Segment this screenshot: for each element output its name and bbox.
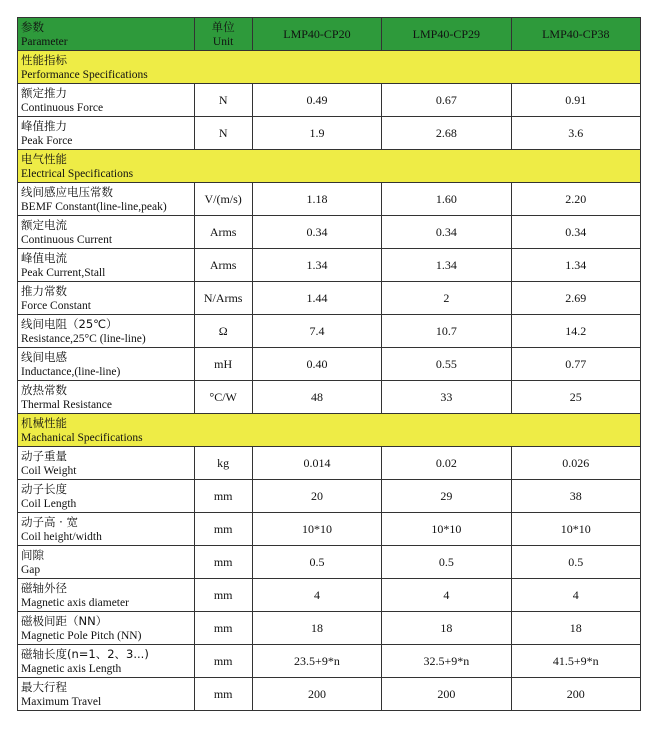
- parameter-name-zh: 峰值电流: [21, 250, 67, 265]
- parameter-cell: [18, 249, 195, 282]
- unit-cell: mH: [194, 348, 252, 381]
- section-title: [18, 150, 641, 183]
- value-cell: 4: [252, 579, 381, 612]
- unit-cell: Ω: [194, 315, 252, 348]
- table-row: [18, 183, 641, 216]
- parameter-name-en: Coil Length: [21, 497, 77, 510]
- value-cell: 48: [252, 381, 381, 414]
- parameter-cell: [18, 612, 195, 645]
- parameter-name-en: Force Constant: [21, 299, 91, 312]
- table-row: [18, 117, 641, 150]
- unit-cell: mm: [194, 546, 252, 579]
- unit-cell: mm: [194, 579, 252, 612]
- value-cell: 1.18: [252, 183, 381, 216]
- table-header-row: [18, 18, 641, 51]
- parameter-name-en: Gap: [21, 563, 41, 576]
- parameter-name-en: Thermal Resistance: [21, 398, 113, 411]
- parameter-cell: [18, 579, 195, 612]
- parameter-name-zh: 线间感应电压常数: [21, 184, 113, 199]
- header-model-cp20: LMP40-CP20: [252, 18, 381, 51]
- table-row: [18, 282, 641, 315]
- parameter-name-zh: 间隙: [21, 547, 44, 562]
- value-cell: 1.34: [382, 249, 511, 282]
- value-cell: 200: [252, 678, 381, 711]
- parameter-name-en: Continuous Current: [21, 233, 113, 246]
- value-cell: 0.40: [252, 348, 381, 381]
- value-cell: 4: [511, 579, 640, 612]
- value-cell: 1.44: [252, 282, 381, 315]
- table-row: [18, 678, 641, 711]
- section-title-zh: 性能指标: [21, 52, 67, 67]
- parameter-cell: [18, 348, 195, 381]
- parameter-name-en: Maximum Travel: [21, 695, 102, 708]
- table-row: [18, 645, 641, 678]
- parameter-cell: [18, 546, 195, 579]
- header-parameter-zh: 参数: [21, 19, 44, 34]
- header-model-cp29: LMP40-CP29: [382, 18, 511, 51]
- parameter-name-en: Coil height/width: [21, 530, 102, 543]
- value-cell: 2.68: [382, 117, 511, 150]
- parameter-name-zh: 推力常数: [21, 283, 67, 298]
- parameter-cell: [18, 678, 195, 711]
- parameter-name-en: Magnetic axis Length: [21, 662, 122, 675]
- parameter-name-en: Resistance,25°C (line-line): [21, 332, 146, 345]
- parameter-name-en: Continuous Force: [21, 101, 104, 114]
- value-cell: 20: [252, 480, 381, 513]
- value-cell: 1.9: [252, 117, 381, 150]
- parameter-name-en: Inductance,(line-line): [21, 365, 121, 378]
- unit-cell: N: [194, 117, 252, 150]
- spec-table: [17, 17, 641, 711]
- table-row: [18, 579, 641, 612]
- value-cell: 33: [382, 381, 511, 414]
- value-cell: 18: [382, 612, 511, 645]
- parameter-name-zh: 动子高 · 宽: [21, 514, 78, 529]
- unit-cell: mm: [194, 612, 252, 645]
- value-cell: 10*10: [252, 513, 381, 546]
- parameter-name-zh: 磁轴长度(n=1、2、3...): [21, 646, 149, 661]
- value-cell: 1.34: [252, 249, 381, 282]
- value-cell: 0.026: [511, 447, 640, 480]
- table-row: [18, 612, 641, 645]
- parameter-cell: [18, 513, 195, 546]
- table-row: [18, 348, 641, 381]
- unit-cell: mm: [194, 645, 252, 678]
- parameter-cell: [18, 282, 195, 315]
- parameter-cell: [18, 183, 195, 216]
- value-cell: 0.02: [382, 447, 511, 480]
- parameter-name-en: Magnetic Pole Pitch (NN): [21, 629, 142, 642]
- unit-cell: mm: [194, 678, 252, 711]
- value-cell: 32.5+9*n: [382, 645, 511, 678]
- value-cell: 18: [252, 612, 381, 645]
- parameter-name-zh: 额定推力: [21, 85, 67, 100]
- parameter-name-en: Coil Weight: [21, 464, 77, 477]
- parameter-cell: [18, 315, 195, 348]
- value-cell: 0.5: [382, 546, 511, 579]
- parameter-name-zh: 最大行程: [21, 679, 67, 694]
- unit-cell: V/(m/s): [194, 183, 252, 216]
- value-cell: 14.2: [511, 315, 640, 348]
- unit-cell: mm: [194, 513, 252, 546]
- section-title-en: Machanical Specifications: [21, 431, 143, 444]
- unit-cell: Arms: [194, 249, 252, 282]
- parameter-name-zh: 动子长度: [21, 481, 67, 496]
- parameter-cell: [18, 84, 195, 117]
- section-title-en: Electrical Specifications: [21, 167, 134, 180]
- parameter-cell: [18, 381, 195, 414]
- parameter-name-zh: 放热常数: [21, 382, 67, 397]
- parameter-name-zh: 额定电流: [21, 217, 67, 232]
- section-title-en: Performance Specifications: [21, 68, 148, 81]
- value-cell: 0.67: [382, 84, 511, 117]
- section-title-zh: 机械性能: [21, 415, 67, 430]
- section-header-row: [18, 150, 641, 183]
- table-row: [18, 315, 641, 348]
- value-cell: 29: [382, 480, 511, 513]
- value-cell: 2: [382, 282, 511, 315]
- parameter-name-zh: 峰值推力: [21, 118, 67, 133]
- table-row: [18, 546, 641, 579]
- parameter-cell: [18, 645, 195, 678]
- value-cell: 2.69: [511, 282, 640, 315]
- value-cell: 200: [511, 678, 640, 711]
- value-cell: 0.34: [252, 216, 381, 249]
- header-unit-en: Unit: [212, 35, 234, 48]
- table-row: [18, 480, 641, 513]
- section-title-zh: 电气性能: [21, 151, 67, 166]
- value-cell: 3.6: [511, 117, 640, 150]
- unit-cell: kg: [194, 447, 252, 480]
- value-cell: 4: [382, 579, 511, 612]
- value-cell: 38: [511, 480, 640, 513]
- table-row: [18, 84, 641, 117]
- value-cell: 10*10: [382, 513, 511, 546]
- value-cell: 41.5+9*n: [511, 645, 640, 678]
- unit-cell: Arms: [194, 216, 252, 249]
- table-row: [18, 513, 641, 546]
- value-cell: 0.34: [511, 216, 640, 249]
- value-cell: 18: [511, 612, 640, 645]
- parameter-cell: [18, 480, 195, 513]
- parameter-name-en: Peak Force: [21, 134, 73, 147]
- value-cell: 0.014: [252, 447, 381, 480]
- value-cell: 25: [511, 381, 640, 414]
- value-cell: 1.34: [511, 249, 640, 282]
- header-model-cp38: LMP40-CP38: [511, 18, 640, 51]
- parameter-name-en: Magnetic axis diameter: [21, 596, 129, 609]
- parameter-name-zh: 磁极间距（NN）: [21, 613, 108, 628]
- table-row: [18, 249, 641, 282]
- parameter-name-zh: 线间电阻（25℃）: [21, 316, 118, 331]
- parameter-name-zh: 磁轴外径: [21, 580, 67, 595]
- table-row: [18, 381, 641, 414]
- value-cell: 7.4: [252, 315, 381, 348]
- header-unit: [194, 18, 252, 51]
- header-parameter-en: Parameter: [21, 35, 68, 48]
- unit-cell: mm: [194, 480, 252, 513]
- spec-table-container: [17, 17, 641, 711]
- value-cell: 23.5+9*n: [252, 645, 381, 678]
- unit-cell: N: [194, 84, 252, 117]
- value-cell: 0.34: [382, 216, 511, 249]
- section-header-row: [18, 414, 641, 447]
- section-header-row: [18, 51, 641, 84]
- section-title: [18, 51, 641, 84]
- value-cell: 1.60: [382, 183, 511, 216]
- value-cell: 10*10: [511, 513, 640, 546]
- section-title: [18, 414, 641, 447]
- value-cell: 10.7: [382, 315, 511, 348]
- unit-cell: N/Arms: [194, 282, 252, 315]
- value-cell: 0.5: [511, 546, 640, 579]
- value-cell: 0.55: [382, 348, 511, 381]
- table-row: [18, 447, 641, 480]
- value-cell: 0.91: [511, 84, 640, 117]
- header-unit-zh: 单位: [211, 19, 235, 34]
- value-cell: 0.77: [511, 348, 640, 381]
- header-parameter: [18, 18, 195, 51]
- parameter-name-en: BEMF Constant(line-line,peak): [21, 200, 167, 213]
- parameter-name-zh: 线间电感: [21, 349, 67, 364]
- value-cell: 200: [382, 678, 511, 711]
- value-cell: 0.49: [252, 84, 381, 117]
- value-cell: 0.5: [252, 546, 381, 579]
- parameter-cell: [18, 117, 195, 150]
- parameter-name-zh: 动子重量: [21, 448, 67, 463]
- parameter-name-en: Peak Current,Stall: [21, 266, 106, 279]
- parameter-cell: [18, 447, 195, 480]
- table-row: [18, 216, 641, 249]
- parameter-cell: [18, 216, 195, 249]
- unit-cell: °C/W: [194, 381, 252, 414]
- value-cell: 2.20: [511, 183, 640, 216]
